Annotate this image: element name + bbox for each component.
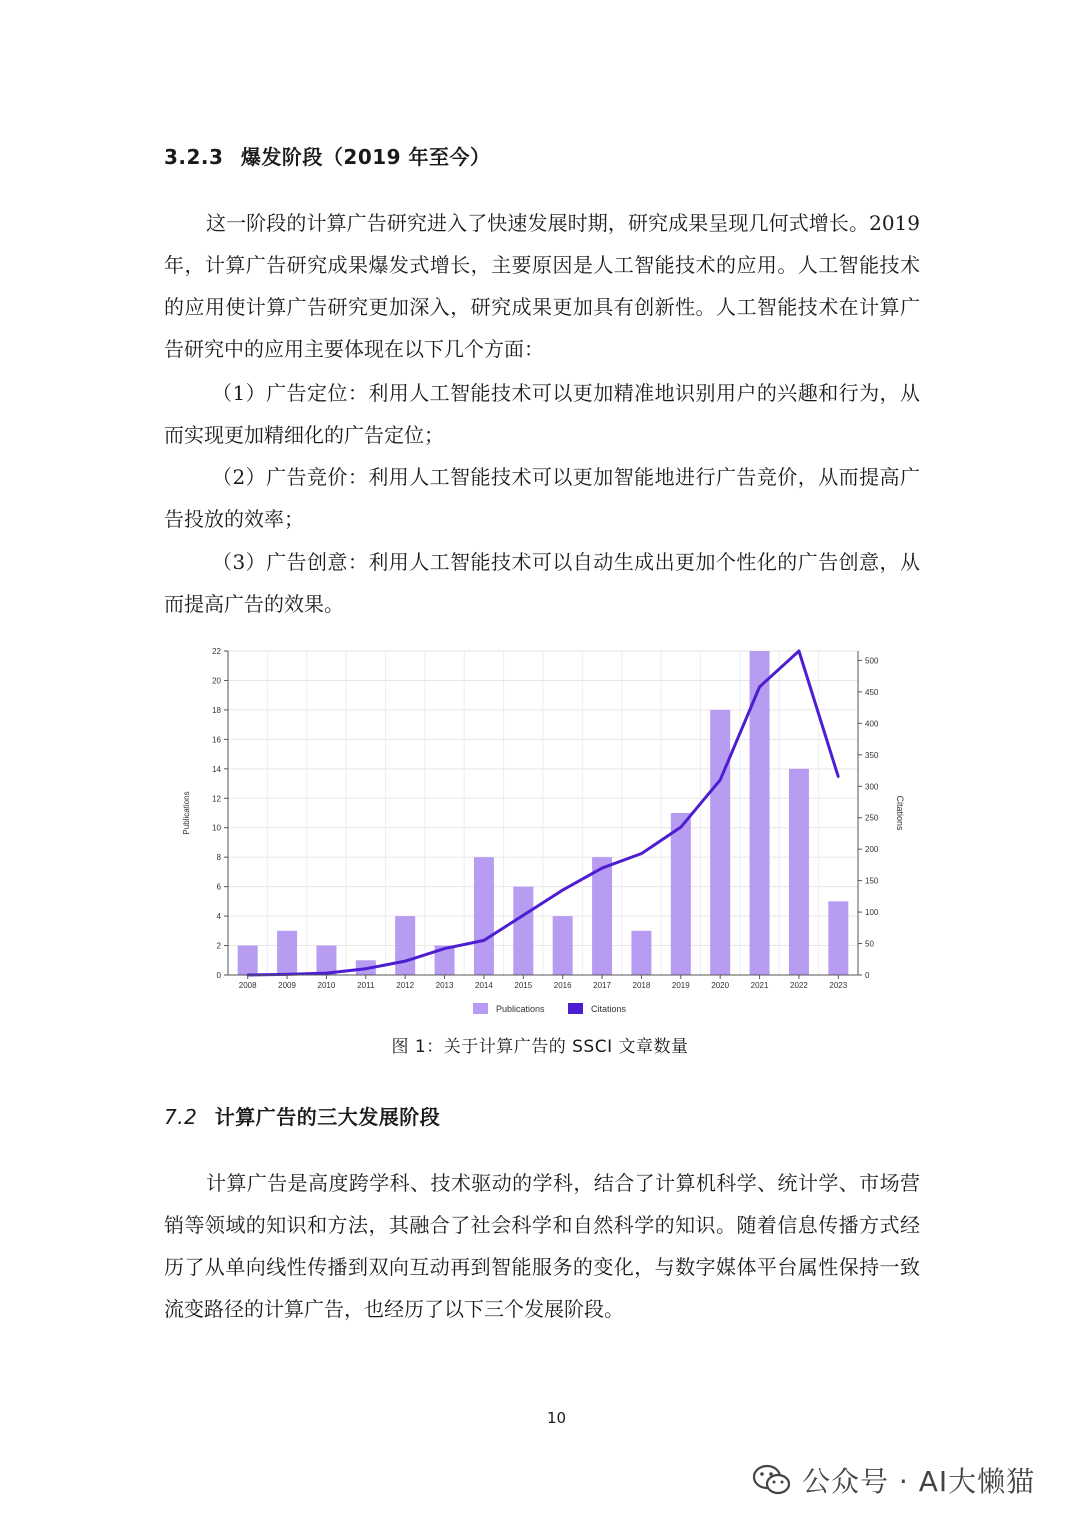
x-tick-label: 2008 [238, 981, 257, 990]
x-tick-label: 2015 [514, 981, 533, 990]
citations-point [561, 889, 563, 891]
section-title: 爆发阶段（2019 年至今） [240, 145, 491, 169]
section-number: 3.2.3 [164, 145, 224, 169]
section-title: 计算广告的三大发展阶段 [214, 1105, 441, 1129]
list-item: （3）广告创意：利用人工智能技术可以自动生成出更加个性化的广告创意，从而提高广告的效果。 [164, 550, 920, 616]
x-tick-label: 2022 [790, 981, 808, 990]
citations-point [404, 960, 406, 962]
publications-citations-chart [175, 640, 915, 1025]
publications-bar [828, 901, 848, 975]
list-item: （2）广告竞价：利用人工智能技术可以更加智能地进行广告竞价，从而提高广告投放的效率； [164, 465, 920, 531]
y-tick-label: 10 [212, 823, 221, 833]
publications-bar [592, 857, 612, 975]
y-tick-label: 0 [216, 971, 221, 980]
x-tick-label: 2010 [317, 981, 336, 990]
section-heading [164, 1101, 440, 1130]
x-tick-label: 2018 [632, 981, 651, 990]
x-tick-label: 2011 [357, 981, 375, 990]
x-tick-label: 2019 [671, 981, 690, 990]
wechat-icon [752, 1463, 792, 1497]
watermark-text: 公众号 · AI大懒猫 [802, 1465, 1036, 1498]
y2-tick-label: 500 [865, 656, 879, 666]
publications-bar [710, 710, 730, 975]
legend-swatch-citations [568, 1003, 583, 1014]
x-tick-label: 2013 [435, 981, 454, 990]
y-tick-label: 18 [212, 705, 221, 715]
x-tick-label: 2021 [750, 981, 769, 990]
body-paragraph: 这一阶段的计算广告研究进入了快速发展时期，研究成果呈现几何式增长。2019 年，计算广告研究成果爆发式增长，主要原因是人工智能技术的应用。人工智能技术的应用使计算广告研究更加深入，研究成果更加具有创新性。人工智能技术在计算广告研究中的应用主要体现在以下几个方面： [164, 211, 920, 361]
x-tick-label: 2020 [711, 981, 730, 990]
citations-point [365, 968, 367, 970]
publications-bar [671, 813, 691, 975]
y2-tick-label: 350 [865, 750, 879, 760]
figure-caption: 图 1：关于计算广告的 SSCI 文章数量 [391, 1037, 689, 1057]
citations-point [837, 776, 839, 778]
y2-tick-label: 400 [865, 719, 879, 729]
chart-legend [473, 1003, 627, 1014]
y2-tick-label: 150 [865, 876, 879, 886]
x-tick-label: 2012 [396, 981, 415, 990]
publications-bar [277, 931, 297, 975]
section-number: 7.2 [164, 1105, 198, 1129]
citations-point [483, 939, 485, 941]
y-tick-label: 2 [216, 941, 221, 951]
page-number: 10 [546, 1409, 567, 1427]
citations-point [798, 650, 800, 652]
y-tick-label: 20 [212, 676, 221, 686]
x-tick-label: 2017 [593, 981, 611, 990]
publications-bar [789, 769, 809, 975]
citations-point [640, 852, 642, 854]
y2-tick-label: 50 [865, 939, 874, 949]
y2-tick-label: 450 [865, 687, 879, 697]
citations-point [601, 867, 603, 869]
y2-tick-label: 250 [865, 813, 879, 823]
x-tick-label: 2009 [278, 981, 296, 990]
publications-bar [238, 946, 258, 975]
watermark [752, 1460, 1035, 1500]
y-tick-label: 22 [212, 647, 221, 656]
publications-bar [474, 857, 494, 975]
section-heading [164, 141, 491, 170]
y2-tick-label: 300 [865, 782, 879, 792]
y2-axis-title: Citations [895, 795, 905, 831]
publications-bar [631, 931, 651, 975]
x-tick-label: 2014 [475, 981, 493, 990]
publications-bar [553, 916, 573, 975]
y-tick-label: 12 [212, 794, 221, 804]
x-tick-label: 2023 [829, 981, 848, 990]
y-tick-label: 6 [216, 882, 221, 892]
citations-point [758, 686, 760, 688]
x-tick-label: 2016 [553, 981, 572, 990]
legend-label-citations: Citations [591, 1004, 627, 1014]
citations-point [680, 826, 682, 828]
publications-bar [316, 946, 336, 975]
y-axis-title: Publications [182, 791, 191, 835]
y2-tick-label: 200 [865, 845, 879, 855]
y2-tick-label: 0 [865, 971, 870, 980]
publications-bar [513, 887, 533, 975]
citations-point [522, 914, 524, 916]
publications-bar [395, 916, 415, 975]
y-tick-label: 16 [212, 735, 221, 745]
legend-label-publications: Publications [496, 1004, 545, 1014]
legend-swatch-publications [473, 1003, 488, 1014]
y-tick-label: 4 [216, 912, 221, 922]
citations-point [443, 947, 445, 949]
y-tick-label: 14 [212, 764, 221, 774]
body-paragraph: 计算广告是高度跨学科、技术驱动的学科，结合了计算机科学、统计学、市场营销等领域的知识和方法，其融合了社会科学和自然科学的知识。随着信息传播方式经历了从单向线性传播到双向互动再到智能服务的变化，与数字媒体平台属性保持一致流变路径的计算广告，也经历了以下三个发展阶段。 [164, 1171, 920, 1321]
citations-point [719, 779, 721, 781]
y2-tick-label: 100 [865, 908, 879, 918]
citations-point [325, 972, 327, 974]
y-tick-label: 8 [216, 853, 221, 863]
list-item: （1）广告定位：利用人工智能技术可以更加精准地识别用户的兴趣和行为，从而实现更加精细化的广告定位； [164, 381, 920, 447]
